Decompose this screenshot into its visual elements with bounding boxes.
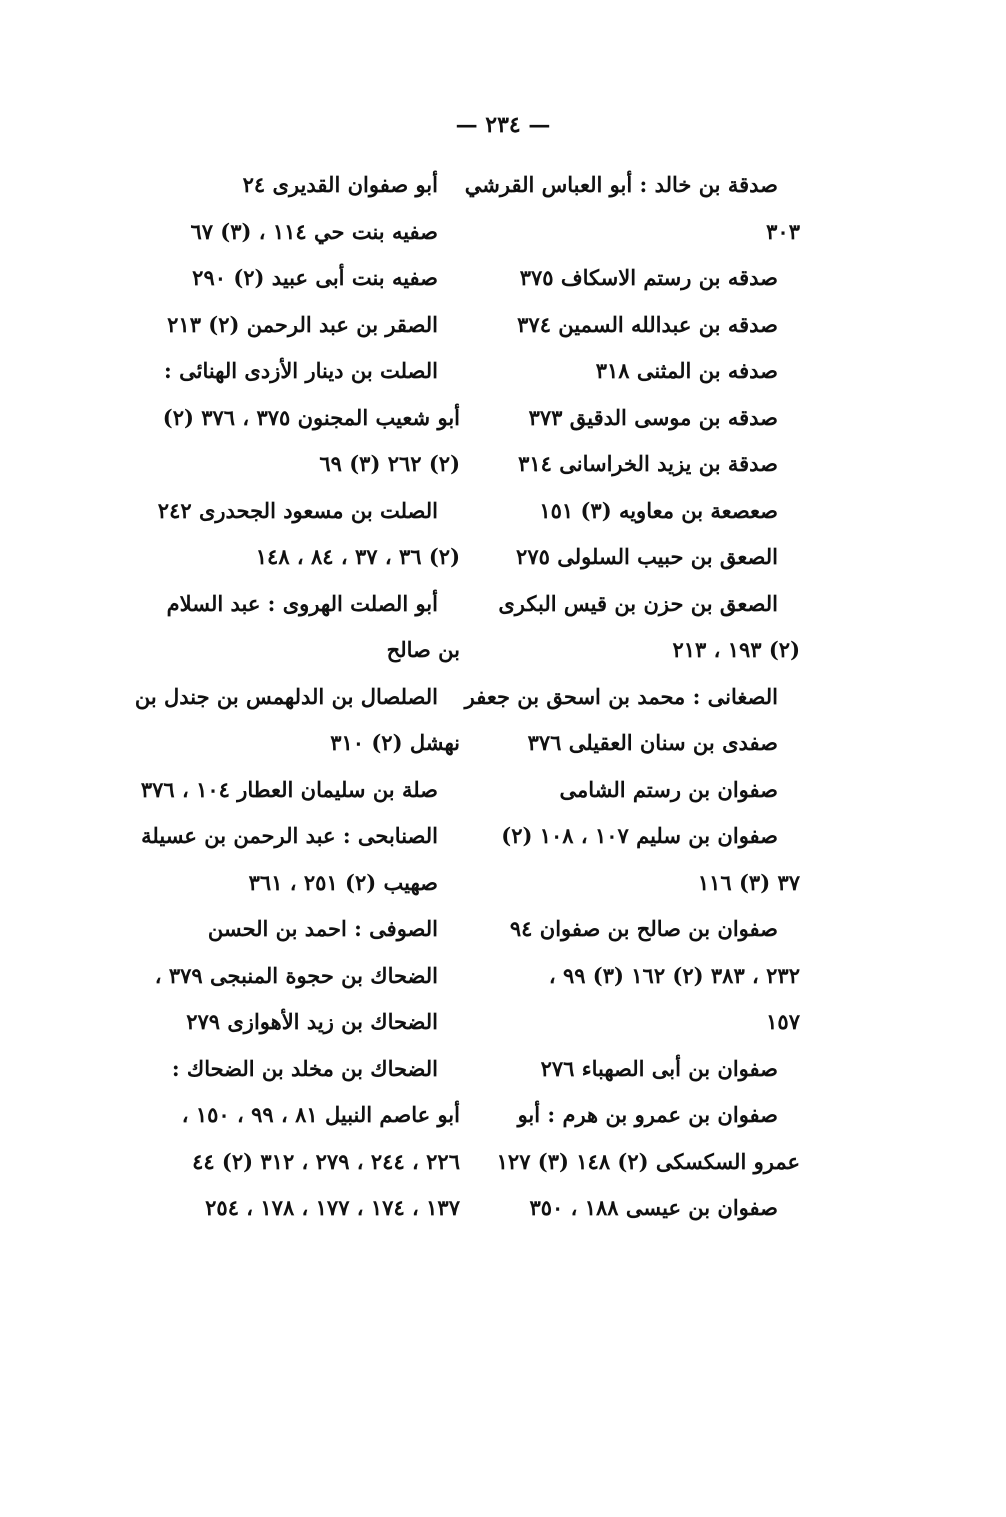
index-entry: ١٥٧	[766, 1009, 800, 1034]
index-entry: ٣٠٣	[766, 218, 800, 244]
index-entry: أبو الصلت الهروى : عبد السلام	[166, 590, 438, 616]
index-entry: الصقر بن عبد الرحمن (٢) ٢١٣	[167, 311, 438, 337]
index-entry: صفوان بن صالح بن صفوان ٩٤	[509, 916, 778, 941]
index-entry: ٣٧ (٣) ١١٦	[697, 869, 800, 895]
index-entry: صدقة بن خالد : أبو العباس القرشي	[464, 172, 778, 197]
index-entry: صلة بن سليمان العطار ١٠٤ ، ٣٧٦	[140, 776, 438, 802]
index-entry: عمرو السكسكى (٢) ١٤٨ (٣) ١٢٧	[496, 1148, 800, 1174]
index-entry: الصنابحى : عبد الرحمن بن عسيلة	[141, 823, 438, 848]
index-entry: أبو صفوان القديرى ٢٤	[242, 172, 438, 197]
index-entry: ١٣٧ ، ١٧٤ ، ١٧٧ ، ١٧٨ ، ٢٥٤	[205, 1195, 460, 1220]
index-column-left	[134, 162, 460, 1232]
index-entry: ٢٣٢ ، ٣٨٣ (٢) ١٦٢ (٣) ٩٩ ،	[548, 962, 800, 988]
index-entry: أبو عاصم النبيل ٨١ ، ٩٩ ، ١٥٠ ،	[181, 1102, 460, 1127]
index-entry: الصغانى : محمد بن اسحق بن جعفر	[464, 683, 778, 709]
index-entry: صهيب (٢) ٢٥١ ، ٣٦١	[248, 869, 438, 895]
index-entry: الصعق بن حبيب السلولى ٢٧٥	[516, 544, 778, 569]
index-entry: الصعق بن حزن بن قيس البكرى	[498, 590, 778, 616]
index-entry: صدقه بن عبدالله السمين ٣٧٤	[517, 311, 778, 337]
index-column-right	[464, 162, 800, 1232]
index-entry: صفوان بن عيسى ١٨٨ ، ٣٥٠	[529, 1195, 778, 1220]
index-entry: صفيه بنت حي ١١٤ ، (٣) ٦٧	[190, 218, 438, 244]
index-entry: صدقه بن موسى الدقيق ٣٧٣	[528, 404, 778, 430]
index-entry: صفوان بن سليم ١٠٧ ، ١٠٨ (٢)	[501, 823, 778, 848]
index-entry: صفوان بن عمرو بن هرم : أبو	[517, 1102, 778, 1127]
index-entry: صفيه بنت أبى عبيد (٢) ٢٩٠	[192, 265, 438, 290]
index-entry: ٢٢٦ ، ٢٤٤ ، ٢٧٩ ، ٣١٢ (٢) ٤٤	[192, 1148, 460, 1174]
index-entry: الصلصال بن الدلهمس بن جندل بن	[134, 683, 438, 709]
index-entry: صدقة بن يزيد الخراسانى ٣١٤	[518, 451, 778, 476]
index-entry: صفوان بن أبى الصهباء ٢٧٦	[540, 1055, 778, 1081]
index-entry: بن صالح	[386, 637, 460, 662]
index-entry: الصلت بن مسعود الجحدرى ٢٤٢	[157, 497, 438, 523]
index-entry: الصلت بن دينار الأزدى الهنائى :	[164, 358, 438, 383]
index-entry: صفوان بن رستم الشامى	[559, 776, 778, 802]
index-entry: أبو شعيب المجنون ٣٧٥ ، ٣٧٦ (٢)	[162, 404, 460, 430]
index-entry: صدقه بن رستم الاسكاف ٣٧٥	[519, 265, 778, 290]
index-entry: صفدى بن سنان العقيلى ٣٧٦	[527, 730, 778, 755]
index-entry: الضحاك بن حجوة المنبجى ٣٧٩ ،	[154, 962, 438, 988]
index-entry: (٢) ٢٦٢ (٣) ٦٩	[319, 451, 460, 476]
index-entry: نهشل (٢) ٣١٠	[330, 730, 460, 755]
index-entry: (٢) ٣٦ ، ٣٧ ، ٨٤ ، ١٤٨	[255, 544, 460, 569]
index-entry: صدفه بن المثنى ٣١٨	[595, 358, 778, 383]
index-entry: الضحاك بن مخلد بن الضحاك :	[171, 1055, 438, 1081]
index-entry: الصوفى : احمد بن الحسن	[207, 916, 438, 941]
index-entry: الضحاك بن زيد الأهوازى ٢٧٩	[186, 1009, 438, 1034]
page-number: — ٢٣٤ —	[455, 112, 551, 138]
index-entry: (٢) ١٩٣ ، ٢١٣	[672, 637, 800, 662]
index-entry: صعصعة بن معاويه (٣) ١٥١	[539, 497, 778, 523]
